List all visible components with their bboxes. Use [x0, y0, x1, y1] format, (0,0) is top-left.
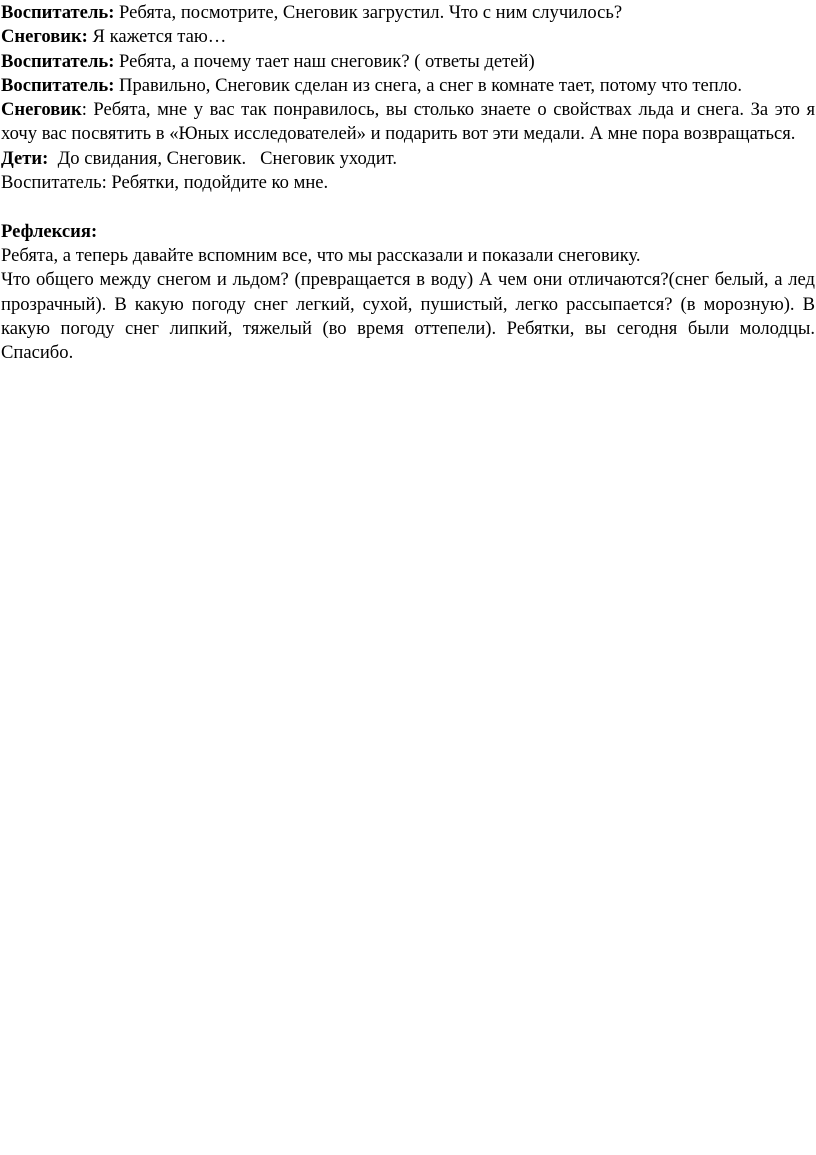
dialogue-line-6 — [1, 147, 815, 171]
reflection-line-1: Ребята, а теперь давайте вспомним все, что мы рассказали и показали снеговику. — [1, 244, 641, 266]
dialogue-text: : Ребята, мне у вас так понравилось, вы столько знаете о свойствах льда и снега. За это я хочу вас посвятить в «Юных исследователей» и подарить вот эти медали. А мне пора возвращаться. — [1, 99, 815, 145]
reflection-heading: Рефлексия: — [1, 220, 98, 242]
dialogue-text: Правильно, Снеговик сделан из снега, а снег в комнате тает, потому что тепло. — [114, 74, 742, 96]
speaker-label: Воспитатель: — [1, 50, 115, 72]
dialogue-line-5 — [1, 98, 815, 147]
speaker-label: Воспитатель: — [1, 2, 115, 23]
dialogue-line-4 — [1, 74, 815, 98]
dialogue-text: Ребята, а почему тает наш снеговик? ( ответы детей) — [114, 50, 535, 72]
dialogue-text: До свидания, Снеговик. Снеговик уходит. — [48, 147, 398, 169]
document-body — [1, 1, 815, 365]
dialogue-text: Воспитатель: Ребятки, подойдите ко мне. — [1, 172, 329, 194]
speaker-label: Воспитатель: — [1, 74, 115, 96]
dialogue-line-2 — [1, 25, 815, 49]
dialogue-line-7 — [1, 171, 815, 195]
speaker-label: Дети: — [1, 147, 49, 169]
reflection-line-2: Что общего между снегом и льдом? (превращается в воду) А чем они отличаются?(снег белый, а лед прозрачный). В какую погоду снег легкий, сухой, пушистый, легко рассыпается? (в морозную). В какую погоду снег липкий, тяжелый (во время оттепели). Ребятки, вы сегодня были молодцы. Спасибо. — [1, 269, 815, 364]
speaker-label: Снеговик: — [1, 26, 88, 48]
dialogue-line-1 — [1, 1, 815, 25]
dialogue-line-3 — [1, 50, 815, 74]
dialogue-text: Ребята, посмотрите, Снеговик загрустил. Что с ним случилось? — [114, 2, 623, 23]
paragraph-spacer — [1, 195, 815, 219]
dialogue-text: Я кажется таю… — [87, 26, 227, 48]
speaker-label: Снеговик — [1, 99, 82, 121]
